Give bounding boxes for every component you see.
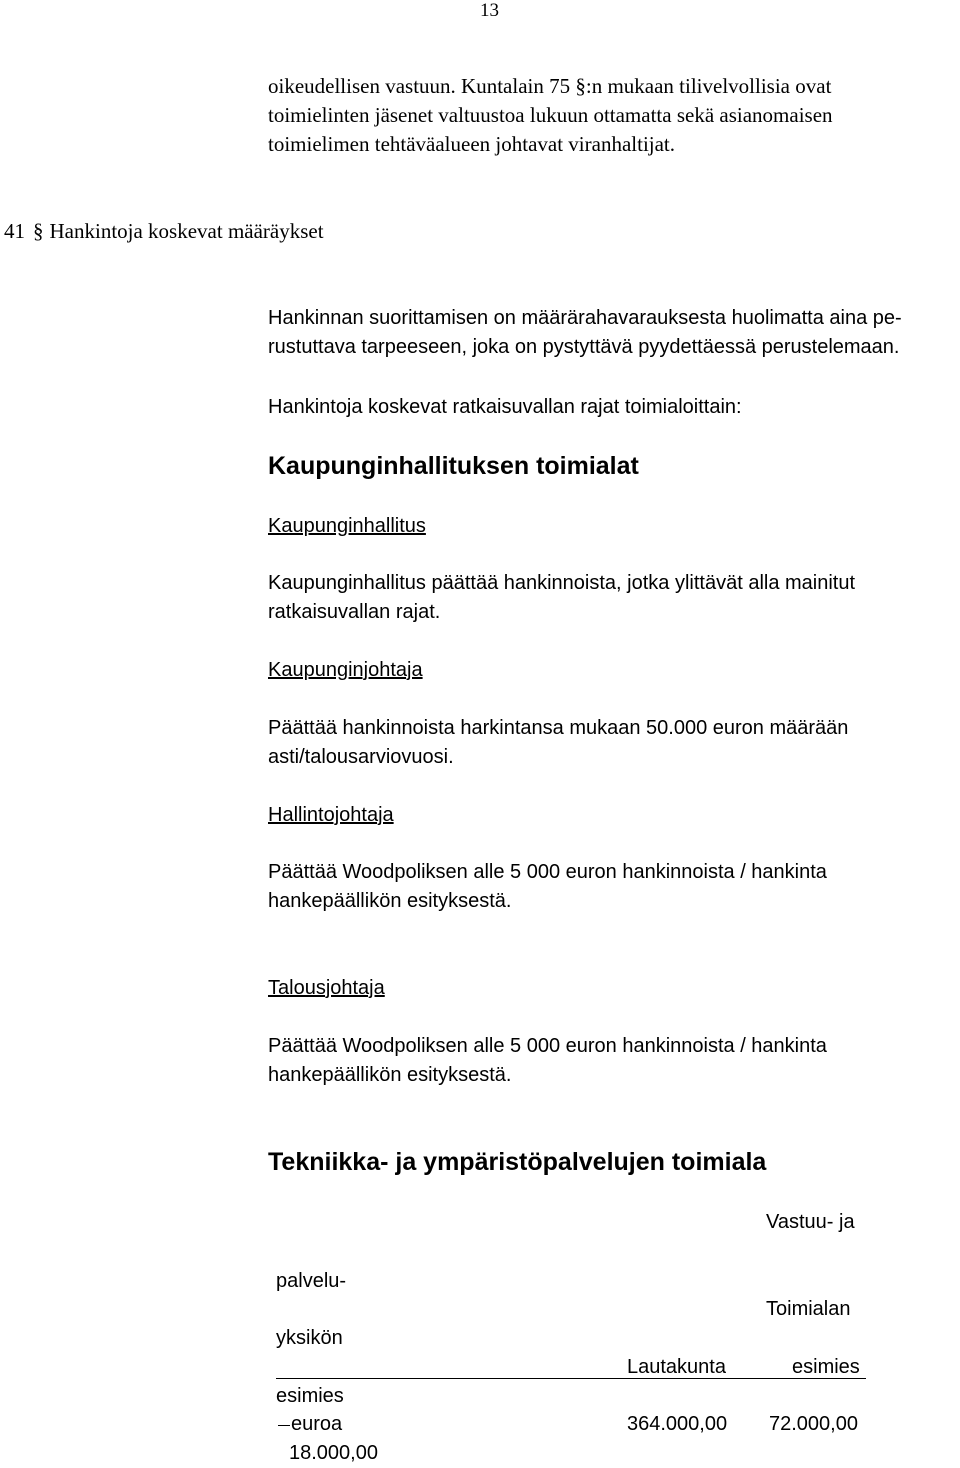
table-cell-board-limit: 364.000,00 — [627, 1413, 728, 1435]
heading-city-board-sectors: Kaupunginhallituksen toimialat — [268, 452, 639, 480]
page-number: 13 — [480, 0, 499, 21]
paragraph-line: Päättää Woodpoliksen alle 5 000 euron hankinnoista / hankinta — [268, 1035, 827, 1057]
heading-admin-director: Hallintojohtaja — [268, 804, 394, 826]
heading-city-board: Kaupunginhallitus — [268, 515, 426, 537]
table-dash — [278, 1425, 290, 1426]
intro-line: toimielimen tehtäväalueen johtavat viranhaltijat. — [268, 132, 676, 156]
mayor-text — [268, 714, 848, 772]
paragraph-line: asti/talousarviovuosi. — [268, 746, 454, 768]
table-header-service: palvelu- — [276, 1270, 347, 1292]
procurement-paragraph — [268, 304, 902, 362]
heading-mayor: Kaupunginjohtaja — [268, 659, 423, 681]
intro-line: toimielinten jäsenet valtuustoa lukuun ottamatta sekä asianomaisen — [268, 103, 833, 127]
intro-line: oikeudellisen vastuun. Kuntalain 75 §:n mukaan tilivelvollisia ovat — [268, 74, 832, 98]
table-header-responsibility: Vastuu- ja — [766, 1211, 855, 1233]
paragraph-line: hankepäällikön esityksestä. — [268, 890, 512, 912]
section-heading — [4, 219, 324, 244]
city-board-text — [268, 569, 855, 627]
table-header-rule — [276, 1378, 866, 1379]
table-header-board: Lautakunta — [627, 1356, 726, 1378]
table-header-unit-head: esimies — [276, 1385, 344, 1407]
finance-director-text — [268, 1032, 827, 1090]
section-sign: § — [33, 219, 44, 243]
paragraph-line: Päättää Woodpoliksen alle 5 000 euron hankinnoista / hankinta — [268, 861, 827, 883]
table-cell-sector-limit: 72.000,00 — [769, 1413, 858, 1435]
paragraph-line: rustuttava tarpeeseen, joka on pystyttävä pyydettäessä perustelemaan. — [268, 336, 900, 358]
paragraph-line: Päättää hankinnoista harkintansa mukaan 50.000 euron määrään — [268, 717, 849, 739]
table-cell-unit: euroa — [291, 1413, 343, 1435]
paragraph-line: hankepäällikön esityksestä. — [268, 1064, 512, 1086]
section-number: 41 — [4, 219, 25, 243]
intro-paragraph — [268, 72, 833, 159]
section-title: Hankintoja koskevat määräykset — [49, 219, 324, 243]
heading-technical-sector: Tekniikka- ja ympäristöpalvelujen toimiala — [268, 1148, 767, 1176]
table-header-unit: yksikön — [276, 1327, 343, 1349]
table-header-sector-head: esimies — [792, 1356, 860, 1378]
heading-finance-director: Talousjohtaja — [268, 977, 385, 999]
paragraph-line: Kaupunginhallitus päättää hankinnoista, jotka ylittävät alla mainitut — [268, 572, 856, 594]
paragraph-line: Hankinnan suorittamisen on määrärahavarauksesta huolimatta aina pe- — [268, 307, 902, 329]
table-cell-unit-limit: 18.000,00 — [289, 1442, 378, 1464]
table-header-sector: Toimialan — [766, 1298, 851, 1320]
limits-intro: Hankintoja koskevat ratkaisuvallan rajat toimialoittain: — [268, 396, 742, 418]
paragraph-line: ratkaisuvallan rajat. — [268, 601, 441, 623]
admin-director-text — [268, 858, 827, 916]
